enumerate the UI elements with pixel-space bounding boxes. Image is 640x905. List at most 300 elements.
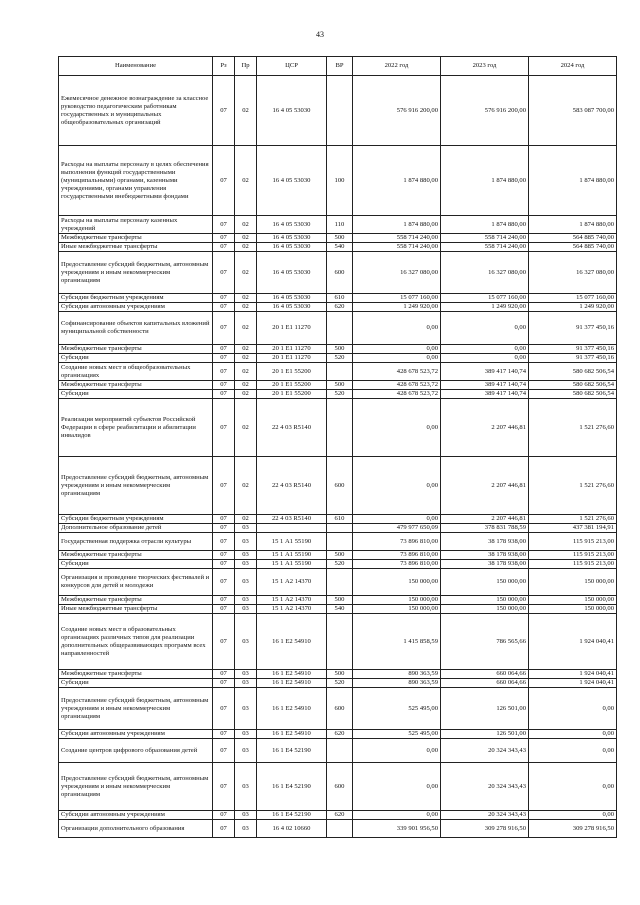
row-value-2023: 660 064,66 <box>441 670 529 679</box>
row-value-2023: 150 000,00 <box>441 596 529 605</box>
row-rz: 07 <box>213 381 235 390</box>
row-value-2022: 150 000,00 <box>353 569 441 596</box>
row-rz: 07 <box>213 303 235 312</box>
row-name: Субсидии <box>59 354 213 363</box>
row-rz: 07 <box>213 345 235 354</box>
row-pr: 02 <box>235 381 257 390</box>
row-vr: 520 <box>327 560 353 569</box>
table-row <box>59 533 617 551</box>
row-name: Межбюджетные трансферты <box>59 234 213 243</box>
row-value-2024: 1 521 276,60 <box>529 399 617 457</box>
table-row <box>59 560 617 569</box>
table-row <box>59 390 617 399</box>
row-value-2024: 564 885 740,00 <box>529 243 617 252</box>
row-value-2024: 1 874 880,00 <box>529 146 617 216</box>
row-csr: 15 1 А2 14370 <box>257 596 327 605</box>
table-body <box>59 76 617 838</box>
row-vr <box>327 820 353 838</box>
row-name: Субсидии бюджетным учреждениям <box>59 294 213 303</box>
row-name: Субсидии <box>59 679 213 688</box>
table-row <box>59 312 617 345</box>
row-csr: 15 1 А1 55190 <box>257 560 327 569</box>
budget-table <box>58 56 617 838</box>
row-rz: 07 <box>213 811 235 820</box>
row-pr: 02 <box>235 363 257 381</box>
row-pr: 03 <box>235 551 257 560</box>
row-vr <box>327 312 353 345</box>
row-name: Субсидии автономным учреждениям <box>59 303 213 312</box>
row-pr: 03 <box>235 811 257 820</box>
row-csr: 16 1 Е2 54910 <box>257 614 327 670</box>
row-value-2023: 15 077 160,00 <box>441 294 529 303</box>
row-value-2023: 126 501,00 <box>441 730 529 739</box>
table-row <box>59 596 617 605</box>
table-row <box>59 243 617 252</box>
row-pr: 02 <box>235 234 257 243</box>
row-pr: 03 <box>235 820 257 838</box>
row-value-2022: 479 977 650,09 <box>353 524 441 533</box>
row-pr: 03 <box>235 763 257 811</box>
row-vr: 500 <box>327 234 353 243</box>
row-rz: 07 <box>213 596 235 605</box>
row-csr: 16 1 Е2 54910 <box>257 688 327 730</box>
row-value-2024: 0,00 <box>529 688 617 730</box>
row-csr: 15 1 А2 14370 <box>257 569 327 596</box>
row-csr: 20 1 Е1 55200 <box>257 390 327 399</box>
row-pr: 02 <box>235 345 257 354</box>
row-value-2022: 558 714 240,00 <box>353 243 441 252</box>
row-rz: 07 <box>213 294 235 303</box>
row-value-2023: 150 000,00 <box>441 605 529 614</box>
row-value-2022: 0,00 <box>353 354 441 363</box>
row-value-2024: 580 682 506,54 <box>529 381 617 390</box>
table-row <box>59 399 617 457</box>
row-csr: 16 1 Е4 52190 <box>257 811 327 820</box>
row-vr: 600 <box>327 252 353 294</box>
row-value-2022: 576 916 200,00 <box>353 76 441 146</box>
table-row <box>59 811 617 820</box>
row-value-2023: 558 714 240,00 <box>441 234 529 243</box>
row-value-2023: 0,00 <box>441 354 529 363</box>
row-value-2022: 0,00 <box>353 515 441 524</box>
table-row <box>59 303 617 312</box>
row-vr <box>327 739 353 763</box>
table-row <box>59 739 617 763</box>
table-row <box>59 820 617 838</box>
row-vr: 500 <box>327 596 353 605</box>
row-pr: 03 <box>235 560 257 569</box>
row-value-2022: 558 714 240,00 <box>353 234 441 243</box>
row-name: Межбюджетные трансферты <box>59 345 213 354</box>
row-vr: 620 <box>327 303 353 312</box>
row-value-2023: 576 916 200,00 <box>441 76 529 146</box>
row-vr: 500 <box>327 670 353 679</box>
row-pr: 02 <box>235 399 257 457</box>
row-name: Субсидии автономным учреждениям <box>59 811 213 820</box>
row-csr: 20 1 Е1 11270 <box>257 312 327 345</box>
row-pr: 02 <box>235 354 257 363</box>
row-csr: 15 1 А1 55190 <box>257 533 327 551</box>
row-rz: 07 <box>213 730 235 739</box>
row-name: Межбюджетные трансферты <box>59 670 213 679</box>
table-row <box>59 234 617 243</box>
row-value-2024: 437 381 194,91 <box>529 524 617 533</box>
header-2023: 2023 год <box>441 57 529 76</box>
table-row <box>59 614 617 670</box>
row-value-2023: 389 417 140,74 <box>441 381 529 390</box>
row-rz: 07 <box>213 390 235 399</box>
row-vr <box>327 76 353 146</box>
table-row <box>59 679 617 688</box>
row-vr: 500 <box>327 551 353 560</box>
row-pr: 02 <box>235 76 257 146</box>
row-pr: 03 <box>235 730 257 739</box>
row-vr: 540 <box>327 605 353 614</box>
row-value-2022: 525 495,00 <box>353 688 441 730</box>
row-value-2024: 1 924 040,41 <box>529 614 617 670</box>
header-csr: ЦСР <box>257 57 327 76</box>
row-name: Предоставление субсидий бюджетным, автономным учреждениям и иным некоммерческим организациям <box>59 763 213 811</box>
row-csr: 16 1 Е2 54910 <box>257 730 327 739</box>
row-value-2023: 126 501,00 <box>441 688 529 730</box>
row-value-2023: 20 324 343,43 <box>441 739 529 763</box>
row-rz: 07 <box>213 363 235 381</box>
row-pr: 03 <box>235 739 257 763</box>
row-value-2022: 0,00 <box>353 457 441 515</box>
row-csr: 22 4 03 R5140 <box>257 457 327 515</box>
table-row <box>59 345 617 354</box>
row-vr: 100 <box>327 146 353 216</box>
row-value-2022: 428 678 523,72 <box>353 381 441 390</box>
row-value-2024: 1 874 880,00 <box>529 216 617 234</box>
row-pr: 02 <box>235 146 257 216</box>
row-rz: 07 <box>213 76 235 146</box>
row-value-2023: 558 714 240,00 <box>441 243 529 252</box>
row-value-2022: 0,00 <box>353 763 441 811</box>
row-value-2023: 309 278 916,50 <box>441 820 529 838</box>
table-row <box>59 146 617 216</box>
row-value-2022: 339 901 956,50 <box>353 820 441 838</box>
row-rz: 07 <box>213 524 235 533</box>
row-pr: 03 <box>235 569 257 596</box>
table-row <box>59 670 617 679</box>
row-vr: 520 <box>327 679 353 688</box>
row-vr: 620 <box>327 730 353 739</box>
table-row <box>59 569 617 596</box>
row-csr <box>257 524 327 533</box>
row-value-2023: 378 831 788,59 <box>441 524 529 533</box>
row-rz: 07 <box>213 457 235 515</box>
row-csr: 15 1 А2 14370 <box>257 605 327 614</box>
row-vr: 520 <box>327 390 353 399</box>
row-rz: 07 <box>213 354 235 363</box>
row-value-2023: 1 874 880,00 <box>441 146 529 216</box>
row-pr: 03 <box>235 524 257 533</box>
row-pr: 03 <box>235 596 257 605</box>
row-csr: 22 4 03 R5140 <box>257 399 327 457</box>
row-value-2022: 73 896 810,00 <box>353 560 441 569</box>
row-value-2024: 580 682 506,54 <box>529 363 617 381</box>
table-row <box>59 688 617 730</box>
row-name: Организация и проведение творческих фестивалей и конкурсов для детей и молодежи <box>59 569 213 596</box>
row-value-2024: 115 915 213,00 <box>529 560 617 569</box>
row-value-2024: 91 377 450,16 <box>529 312 617 345</box>
row-pr: 03 <box>235 614 257 670</box>
row-name: Предоставление субсидий бюджетным, автономным учреждениям и иным некоммерческим организациям <box>59 688 213 730</box>
row-value-2022: 1 874 880,00 <box>353 146 441 216</box>
row-value-2022: 0,00 <box>353 312 441 345</box>
row-value-2024: 16 327 080,00 <box>529 252 617 294</box>
row-value-2023: 1 874 880,00 <box>441 216 529 234</box>
row-value-2024: 1 924 040,41 <box>529 679 617 688</box>
table-row <box>59 252 617 294</box>
row-pr: 03 <box>235 670 257 679</box>
row-name: Предоставление субсидий бюджетным, автономным учреждениям и иным некоммерческим организациям <box>59 457 213 515</box>
row-csr: 16 4 05 53030 <box>257 234 327 243</box>
row-name: Реализация мероприятий субъектов Российской Федерации в сфере реабилитации и абилитации инвалидов <box>59 399 213 457</box>
row-value-2023: 0,00 <box>441 345 529 354</box>
row-name: Межбюджетные трансферты <box>59 381 213 390</box>
row-rz: 07 <box>213 679 235 688</box>
row-value-2024: 1 521 276,60 <box>529 457 617 515</box>
row-csr: 16 1 Е4 52190 <box>257 739 327 763</box>
row-value-2022: 73 896 810,00 <box>353 533 441 551</box>
row-value-2022: 890 363,59 <box>353 670 441 679</box>
row-name: Субсидии <box>59 390 213 399</box>
row-name: Предоставление субсидий бюджетным, автономным учреждениям и иным некоммерческим организациям <box>59 252 213 294</box>
row-csr: 16 4 05 53030 <box>257 216 327 234</box>
row-value-2022: 0,00 <box>353 739 441 763</box>
row-pr: 02 <box>235 252 257 294</box>
row-value-2024: 0,00 <box>529 811 617 820</box>
row-value-2022: 150 000,00 <box>353 605 441 614</box>
row-name: Создание новых мест в образовательных организациях различных типов для реализации дополнительных общеразвивающих программ всех направленностей <box>59 614 213 670</box>
row-value-2023: 2 207 446,81 <box>441 457 529 515</box>
row-value-2024: 115 915 213,00 <box>529 551 617 560</box>
row-vr: 620 <box>327 811 353 820</box>
row-csr: 16 4 05 53030 <box>257 294 327 303</box>
header-2024: 2024 год <box>529 57 617 76</box>
row-pr: 02 <box>235 312 257 345</box>
row-value-2023: 660 064,66 <box>441 679 529 688</box>
row-value-2024: 580 682 506,54 <box>529 390 617 399</box>
row-csr: 16 4 02 10660 <box>257 820 327 838</box>
row-name: Иные межбюджетные трансферты <box>59 605 213 614</box>
row-value-2024: 15 077 160,00 <box>529 294 617 303</box>
row-rz: 07 <box>213 252 235 294</box>
row-name: Создание центров цифрового образования детей <box>59 739 213 763</box>
table-row <box>59 605 617 614</box>
row-value-2022: 0,00 <box>353 345 441 354</box>
row-value-2022: 15 077 160,00 <box>353 294 441 303</box>
header-vr: ВР <box>327 57 353 76</box>
row-rz: 07 <box>213 763 235 811</box>
row-value-2024: 91 377 450,16 <box>529 354 617 363</box>
row-name: Дополнительное образование детей <box>59 524 213 533</box>
row-vr: 540 <box>327 243 353 252</box>
row-vr <box>327 399 353 457</box>
row-rz: 07 <box>213 739 235 763</box>
row-value-2023: 38 178 938,00 <box>441 560 529 569</box>
row-value-2024: 115 915 213,00 <box>529 533 617 551</box>
table-row <box>59 363 617 381</box>
header-2022: 2022 год <box>353 57 441 76</box>
row-rz: 07 <box>213 560 235 569</box>
table-row <box>59 354 617 363</box>
row-vr: 520 <box>327 354 353 363</box>
row-vr: 600 <box>327 688 353 730</box>
row-value-2023: 2 207 446,81 <box>441 399 529 457</box>
row-pr: 03 <box>235 688 257 730</box>
row-name: Софинансирование объектов капитальных вложений муниципальной собственности <box>59 312 213 345</box>
row-vr <box>327 569 353 596</box>
row-name: Ежемесячное денежное вознаграждение за классное руководство педагогическим работникам государственных и муниципальных общеобразовательных организаций <box>59 76 213 146</box>
row-value-2023: 20 324 343,43 <box>441 763 529 811</box>
row-pr: 02 <box>235 457 257 515</box>
row-value-2022: 73 896 810,00 <box>353 551 441 560</box>
row-rz: 07 <box>213 820 235 838</box>
row-rz: 07 <box>213 515 235 524</box>
row-vr: 610 <box>327 515 353 524</box>
row-pr: 02 <box>235 390 257 399</box>
row-value-2023: 150 000,00 <box>441 569 529 596</box>
row-name: Государственная поддержка отрасли культуры <box>59 533 213 551</box>
row-value-2023: 786 565,66 <box>441 614 529 670</box>
row-vr <box>327 533 353 551</box>
row-value-2022: 890 363,59 <box>353 679 441 688</box>
table-row <box>59 551 617 560</box>
row-csr: 22 4 03 R5140 <box>257 515 327 524</box>
row-value-2024: 0,00 <box>529 730 617 739</box>
row-value-2023: 389 417 140,74 <box>441 363 529 381</box>
row-value-2024: 309 278 916,50 <box>529 820 617 838</box>
table-row <box>59 457 617 515</box>
row-value-2023: 38 178 938,00 <box>441 533 529 551</box>
row-value-2022: 0,00 <box>353 399 441 457</box>
row-name: Субсидии автономным учреждениям <box>59 730 213 739</box>
row-value-2024: 0,00 <box>529 763 617 811</box>
row-value-2024: 150 000,00 <box>529 569 617 596</box>
row-value-2023: 20 324 343,43 <box>441 811 529 820</box>
row-csr: 16 4 05 53030 <box>257 252 327 294</box>
row-rz: 07 <box>213 569 235 596</box>
row-pr: 02 <box>235 303 257 312</box>
row-vr <box>327 614 353 670</box>
row-value-2022: 428 678 523,72 <box>353 390 441 399</box>
row-value-2022: 428 678 523,72 <box>353 363 441 381</box>
row-value-2024: 1 924 040,41 <box>529 670 617 679</box>
row-vr: 500 <box>327 345 353 354</box>
row-value-2024: 0,00 <box>529 739 617 763</box>
row-vr: 600 <box>327 763 353 811</box>
row-csr: 15 1 А1 55190 <box>257 551 327 560</box>
row-name: Расходы на выплаты персоналу казенных учреждений <box>59 216 213 234</box>
table-row <box>59 381 617 390</box>
row-value-2022: 150 000,00 <box>353 596 441 605</box>
row-csr: 16 4 05 53030 <box>257 303 327 312</box>
row-pr: 03 <box>235 533 257 551</box>
row-rz: 07 <box>213 551 235 560</box>
row-rz: 07 <box>213 243 235 252</box>
row-pr: 02 <box>235 216 257 234</box>
row-value-2024: 564 885 740,00 <box>529 234 617 243</box>
row-csr: 16 4 05 53030 <box>257 146 327 216</box>
row-name: Субсидии <box>59 560 213 569</box>
header-rz: Рз <box>213 57 235 76</box>
row-vr <box>327 363 353 381</box>
row-rz: 07 <box>213 614 235 670</box>
table-row <box>59 763 617 811</box>
table-row <box>59 294 617 303</box>
row-value-2023: 0,00 <box>441 312 529 345</box>
row-pr: 03 <box>235 605 257 614</box>
row-value-2023: 38 178 938,00 <box>441 551 529 560</box>
table-row <box>59 515 617 524</box>
row-vr: 110 <box>327 216 353 234</box>
row-value-2024: 150 000,00 <box>529 605 617 614</box>
row-value-2022: 1 874 880,00 <box>353 216 441 234</box>
row-csr: 20 1 Е1 11270 <box>257 345 327 354</box>
row-vr: 500 <box>327 381 353 390</box>
row-csr: 20 1 Е1 55200 <box>257 363 327 381</box>
row-vr <box>327 524 353 533</box>
row-rz: 07 <box>213 533 235 551</box>
row-value-2023: 2 207 446,81 <box>441 515 529 524</box>
header-name: Наименование <box>59 57 213 76</box>
row-value-2024: 150 000,00 <box>529 596 617 605</box>
row-pr: 02 <box>235 294 257 303</box>
row-value-2022: 1 415 858,59 <box>353 614 441 670</box>
row-value-2024: 583 087 700,00 <box>529 76 617 146</box>
row-csr: 16 4 05 53030 <box>257 76 327 146</box>
row-rz: 07 <box>213 146 235 216</box>
row-name: Межбюджетные трансферты <box>59 551 213 560</box>
row-name: Субсидии бюджетным учреждениям <box>59 515 213 524</box>
row-csr: 20 1 Е1 55200 <box>257 381 327 390</box>
row-value-2023: 16 327 080,00 <box>441 252 529 294</box>
row-csr: 16 1 Е2 54910 <box>257 670 327 679</box>
row-value-2024: 1 521 276,60 <box>529 515 617 524</box>
row-value-2022: 0,00 <box>353 811 441 820</box>
row-value-2024: 1 249 920,00 <box>529 303 617 312</box>
row-name: Межбюджетные трансферты <box>59 596 213 605</box>
table-row <box>59 76 617 146</box>
row-csr: 16 1 Е4 52190 <box>257 763 327 811</box>
row-vr: 610 <box>327 294 353 303</box>
row-rz: 07 <box>213 605 235 614</box>
row-vr: 600 <box>327 457 353 515</box>
row-value-2022: 1 249 920,00 <box>353 303 441 312</box>
row-value-2023: 389 417 140,74 <box>441 390 529 399</box>
row-csr: 20 1 Е1 11270 <box>257 354 327 363</box>
header-pr: Пр <box>235 57 257 76</box>
row-csr: 16 4 05 53030 <box>257 243 327 252</box>
row-value-2023: 1 249 920,00 <box>441 303 529 312</box>
row-value-2024: 91 377 450,16 <box>529 345 617 354</box>
table-row <box>59 216 617 234</box>
row-value-2022: 16 327 080,00 <box>353 252 441 294</box>
row-name: Создание новых мест в общеобразовательных организациях <box>59 363 213 381</box>
row-rz: 07 <box>213 670 235 679</box>
row-rz: 07 <box>213 216 235 234</box>
row-name: Иные межбюджетные трансферты <box>59 243 213 252</box>
table-row <box>59 524 617 533</box>
page-number: 43 <box>316 30 324 39</box>
row-name: Организации дополнительного образования <box>59 820 213 838</box>
row-rz: 07 <box>213 399 235 457</box>
row-rz: 07 <box>213 312 235 345</box>
row-csr: 16 1 Е2 54910 <box>257 679 327 688</box>
